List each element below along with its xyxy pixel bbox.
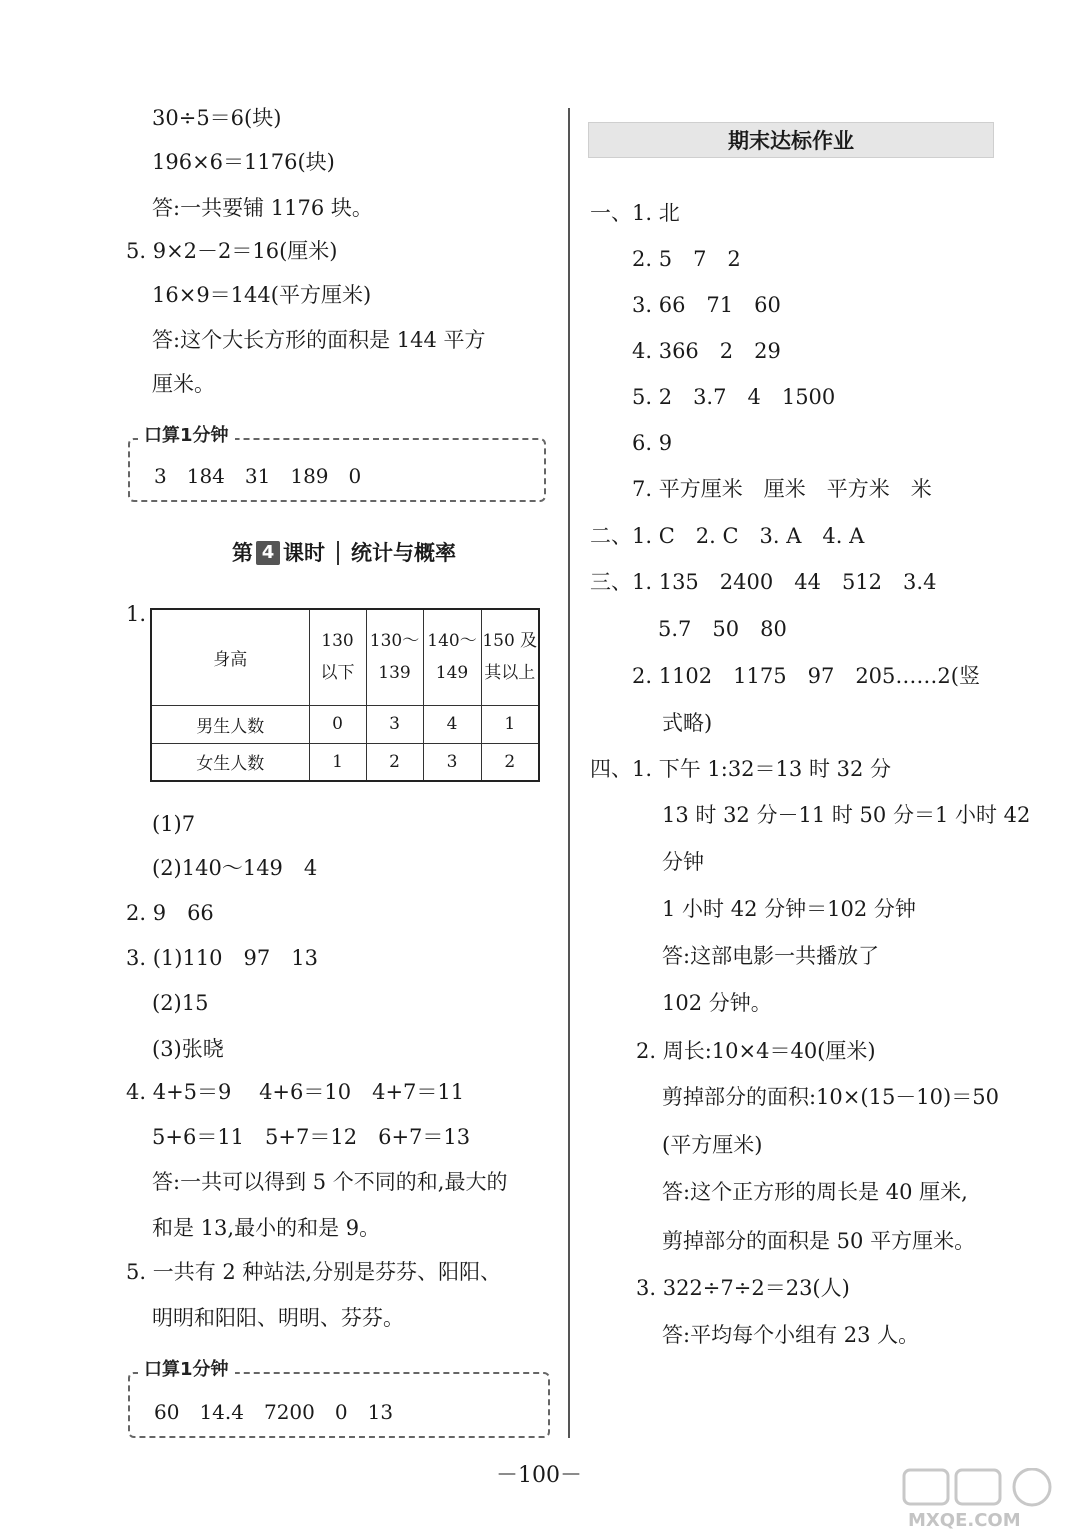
- lesson-title: 统计与概率: [351, 541, 456, 565]
- lesson-number-badge: 4: [256, 541, 280, 565]
- right-line-6: 7. 平方厘米 厘米 平方米 米: [632, 477, 932, 501]
- right-line-22: 剪掉部分的面积是 50 平方厘米。: [662, 1229, 976, 1253]
- right-line-9: 5.7 50 80: [658, 617, 787, 641]
- right-line-24: 答:平均每个小组有 23 人。: [662, 1323, 920, 1347]
- oral-calc-values-2: 60 14.4 7200 0 13: [154, 1400, 394, 1424]
- left-top-line-4: 16×9＝144(平方厘米): [152, 283, 372, 307]
- table-cell: 2: [366, 743, 423, 781]
- lesson-divider: [337, 541, 339, 565]
- table-col-header: 130 以下: [309, 609, 366, 705]
- table-row-label: 男生人数: [151, 705, 309, 743]
- left-top-line-1: 196×6＝1176(块): [152, 150, 335, 174]
- right-line-8: 三、1. 135 2400 44 512 3.4: [590, 570, 937, 594]
- right-line-11: 式略): [662, 711, 713, 735]
- right-line-15: 1 小时 42 分钟＝102 分钟: [662, 897, 916, 921]
- right-line-16: 答:这部电影一共播放了: [662, 944, 880, 968]
- table-col-header: 130～ 139: [366, 609, 423, 705]
- table-row: [151, 705, 539, 743]
- left-line-0: (1)7: [152, 812, 196, 836]
- lesson-suffix: 课时: [283, 541, 325, 565]
- table-row-label: 女生人数: [151, 743, 309, 781]
- right-line-23: 3. 322÷7÷2＝23(人): [636, 1276, 850, 1300]
- left-top-line-3: 5. 9×2－2＝16(厘米): [126, 239, 338, 263]
- right-line-3: 4. 366 2 29: [632, 339, 781, 363]
- left-line-9: 和是 13,最小的和是 9。: [152, 1216, 381, 1240]
- left-line-8: 答:一共可以得到 5 个不同的和,最大的: [152, 1170, 508, 1194]
- right-line-5: 6. 9: [632, 431, 673, 455]
- table-cell: 2: [481, 743, 539, 781]
- lesson-prefix: 第: [232, 541, 253, 565]
- table-cell: 3: [366, 705, 423, 743]
- table-header-label: 身高: [151, 609, 309, 705]
- left-top-line-5: 答:这个大长方形的面积是 144 平方: [152, 328, 486, 352]
- left-line-1: (2)140～149 4: [152, 856, 318, 880]
- page-number: －100－: [496, 1463, 582, 1488]
- left-line-7: 5+6＝11 5+7＝12 6+7＝13: [152, 1125, 471, 1149]
- watermark-logo: [900, 1468, 1070, 1530]
- oral-calc-title-2: 口算1分钟: [138, 1360, 235, 1380]
- right-line-19: 剪掉部分的面积:10×(15－10)＝50: [662, 1085, 999, 1109]
- right-line-14: 分钟: [662, 850, 704, 874]
- right-line-7: 二、1. C 2. C 3. A 4. A: [590, 524, 865, 548]
- left-line-10: 5. 一共有 2 种站法,分别是芬芬、阳阳、: [126, 1260, 502, 1284]
- right-line-21: 答:这个正方形的周长是 40 厘米,: [662, 1180, 968, 1204]
- table-cell: 3: [423, 743, 481, 781]
- question-1-label: 1.: [126, 602, 147, 626]
- right-line-4: 5. 2 3.7 4 1500: [632, 385, 836, 409]
- left-line-5: (3)张晓: [152, 1037, 224, 1061]
- right-line-12: 四、1. 下午 1:32＝13 时 32 分: [590, 757, 892, 781]
- table-col-header: 150 及 其以上: [481, 609, 539, 705]
- left-line-4: (2)15: [152, 991, 209, 1015]
- right-line-10: 2. 1102 1175 97 205……2(竖: [632, 664, 980, 688]
- left-top-line-6: 厘米。: [152, 372, 215, 396]
- lesson-heading: [232, 540, 456, 566]
- right-line-18: 2. 周长:10×4＝40(厘米): [636, 1039, 876, 1063]
- right-line-20: (平方厘米): [662, 1133, 763, 1157]
- table-cell: 1: [309, 743, 366, 781]
- watermark-url: MXQE.COM: [908, 1510, 1021, 1530]
- right-line-2: 3. 66 71 60: [632, 293, 781, 317]
- table-col-header: 140～ 149: [423, 609, 481, 705]
- oral-calc-title-1: 口算1分钟: [138, 426, 235, 446]
- left-line-6: 4. 4+5＝9 4+6＝10 4+7＝11: [126, 1080, 465, 1104]
- left-line-2: 2. 9 66: [126, 901, 214, 925]
- table-cell: 1: [481, 705, 539, 743]
- height-stat-table: [150, 608, 540, 782]
- right-line-13: 13 时 32 分－11 时 50 分＝1 小时 42: [662, 803, 1031, 827]
- table-cell: 0: [309, 705, 366, 743]
- left-top-line-2: 答:一共要铺 1176 块。: [152, 196, 373, 220]
- right-line-17: 102 分钟。: [662, 991, 772, 1015]
- left-line-11: 明明和阳阳、明明、芬芬。: [152, 1306, 404, 1330]
- final-assignment-banner: 期末达标作业: [588, 122, 994, 158]
- left-top-line-0: 30÷5＝6(块): [152, 106, 282, 130]
- left-line-3: 3. (1)110 97 13: [126, 946, 318, 970]
- column-divider: [568, 108, 570, 1438]
- right-line-1: 2. 5 7 2: [632, 247, 741, 271]
- oral-calc-values-1: 3 184 31 189 0: [154, 464, 362, 488]
- table-cell: 4: [423, 705, 481, 743]
- right-line-0: 一、1. 北: [590, 201, 680, 225]
- table-row: [151, 743, 539, 781]
